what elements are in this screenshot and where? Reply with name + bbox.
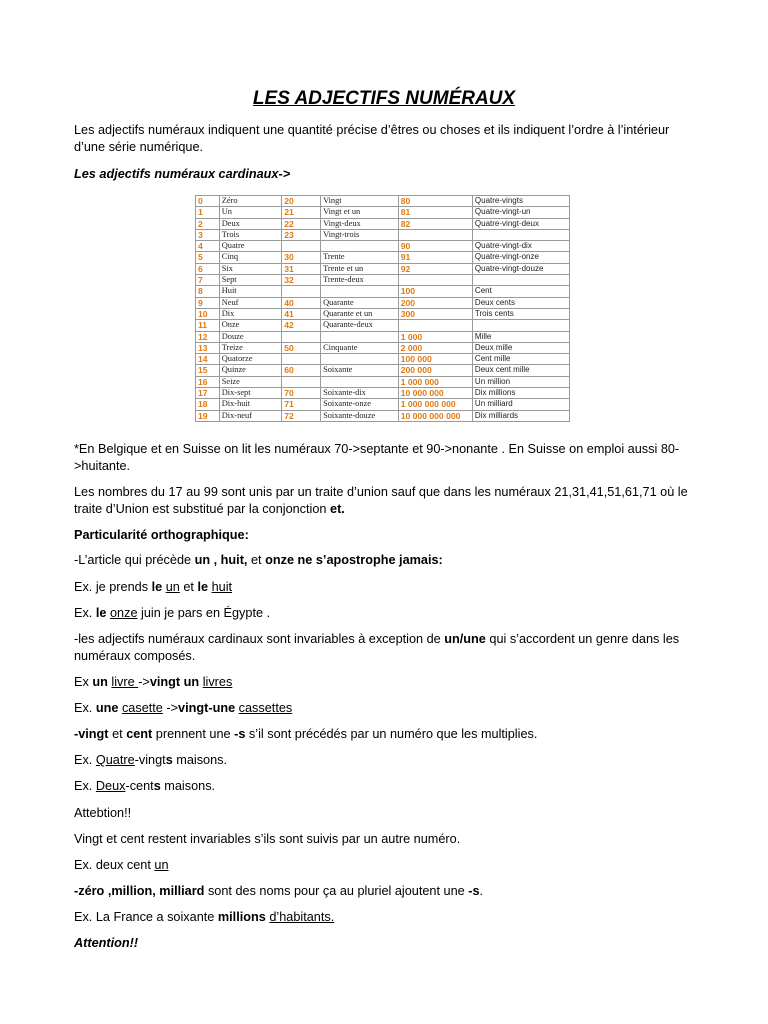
word-cell: Quarante-deux [321, 320, 399, 331]
ex6-text-3: maisons. [160, 779, 216, 793]
word-cell: Un [219, 207, 282, 218]
word-cell: Huit [219, 286, 282, 297]
table-row [196, 229, 570, 240]
word-cell: Neuf [219, 297, 282, 308]
word-cell: Deux [219, 218, 282, 229]
word-cell [321, 354, 399, 365]
number-cell: 1 000 000 [398, 376, 472, 387]
table-row [196, 365, 570, 376]
invariable-rule-2: Vingt et cent restent invariables s’ils sont suivis par un autre numéro. [74, 832, 461, 846]
example-8 [74, 909, 694, 926]
word-cell: Un milliard [472, 399, 569, 410]
word-cell: Soixante-douze [321, 410, 399, 421]
ex3-underline-2: livres [202, 675, 233, 689]
ex8-bold: millions [217, 910, 266, 924]
ex3-bold-2: vingt un [149, 675, 200, 689]
word-cell: Quatre-vingt-deux [472, 218, 569, 229]
attebtion-note: Attebtion!! [74, 806, 132, 820]
nouns-bold-2: -s [468, 884, 480, 898]
article-rule-text-2: et [247, 553, 266, 567]
belgium-note: *En Belgique et en Suisse on lit les numéraux 70->septante et 90->nonante . En Suisse on emploi aussi 80->huitante. [74, 442, 680, 473]
ex4-text: Ex. [74, 701, 96, 715]
example-3 [74, 674, 694, 691]
number-cell [282, 354, 321, 365]
table-row [196, 218, 570, 229]
table-row [196, 286, 570, 297]
nouns-bold: -zéro ,million, milliard [74, 884, 205, 898]
word-cell: Trente-deux [321, 275, 399, 286]
invariable-rule-text-2: qui s’accordent un genre dans les numéraux composés. [74, 632, 680, 663]
word-cell: Quatre-vingt-douze [472, 263, 569, 274]
number-cell: 41 [282, 308, 321, 319]
nouns-rule [74, 883, 694, 900]
number-cell: 5 [196, 252, 220, 263]
ex1-bold: le [151, 580, 163, 594]
number-cell: 81 [398, 207, 472, 218]
word-cell: Soixante-onze [321, 399, 399, 410]
ex1-text-2: et [179, 580, 198, 594]
number-cell: 82 [398, 218, 472, 229]
example-5 [74, 752, 694, 769]
number-cell: 200 [398, 297, 472, 308]
number-cell: 6 [196, 263, 220, 274]
word-cell: Dix-sept [219, 388, 282, 399]
ex6-underline: Deux [95, 779, 126, 793]
table-row [196, 252, 570, 263]
table-row [196, 354, 570, 365]
word-cell: Trois cents [472, 308, 569, 319]
number-cell: 17 [196, 388, 220, 399]
number-cell: 14 [196, 354, 220, 365]
number-cell: 80 [398, 196, 472, 207]
cardinal-subtitle: Les adjectifs numéraux cardinaux-> [74, 167, 291, 181]
ex5-text-2: -vingt [134, 753, 166, 767]
table-row [196, 241, 570, 252]
vingt-cent-text-2: prennent une [152, 727, 235, 741]
word-cell: Deux cents [472, 297, 569, 308]
word-cell: Quatre-vingt-un [472, 207, 569, 218]
word-cell: Zéro [219, 196, 282, 207]
table-row [196, 410, 570, 421]
word-cell [472, 320, 569, 331]
word-cell: Cent mille [472, 354, 569, 365]
number-cell: 23 [282, 229, 321, 240]
ex7-underline: un [154, 858, 169, 872]
word-cell: Cinq [219, 252, 282, 263]
number-cell: 4 [196, 241, 220, 252]
ex4-bold-2: vingt-une [178, 701, 236, 715]
hyphen-rule-text: Les nombres du 17 au 99 sont unis par un traite d’union sauf que dans les numéraux 21,31,41,51,61,71 où le traite d’Union est substitué par la conjonction [74, 485, 688, 516]
attention-note: Attention!! [74, 936, 139, 950]
number-cell: 21 [282, 207, 321, 218]
word-cell: Dix millions [472, 388, 569, 399]
number-cell: 32 [282, 275, 321, 286]
table-row [196, 196, 570, 207]
number-cell: 10 [196, 308, 220, 319]
ex6-text-2: -cent [125, 779, 154, 793]
table-row [196, 207, 570, 218]
number-cell: 16 [196, 376, 220, 387]
number-cell: 22 [282, 218, 321, 229]
word-cell: Quatre [219, 241, 282, 252]
word-cell: Quarante et un [321, 308, 399, 319]
word-cell [321, 286, 399, 297]
example-7 [74, 857, 694, 874]
nouns-period: . [479, 884, 484, 898]
ex2-text-2: juin je pars en Égypte . [137, 606, 271, 620]
number-cell: 91 [398, 252, 472, 263]
article-rule [74, 552, 694, 569]
number-cell [282, 241, 321, 252]
number-cell: 40 [282, 297, 321, 308]
article-rule-text: -L’article qui précède [74, 553, 195, 567]
article-rule-bold-2: onze ne s’apostrophe jamais: [265, 553, 443, 567]
word-cell [472, 275, 569, 286]
number-cell: 11 [196, 320, 220, 331]
vingt-bold: -vingt [74, 727, 109, 741]
ex8-underline: d’habitants. [269, 910, 335, 924]
vingt-cent-text: et [108, 727, 127, 741]
word-cell: Deux mille [472, 342, 569, 353]
number-cell: 31 [282, 263, 321, 274]
word-cell: Dix-huit [219, 399, 282, 410]
number-cell: 70 [282, 388, 321, 399]
word-cell: Douze [219, 331, 282, 342]
number-cell: 13 [196, 342, 220, 353]
word-cell: Soixante [321, 365, 399, 376]
ex8-text: Ex. La France a soixante [74, 910, 218, 924]
word-cell: Trente [321, 252, 399, 263]
word-cell: Vingt [321, 196, 399, 207]
intro-paragraph: Les adjectifs numéraux indiquent une quantité précise d’êtres ou choses et ils indiquent l’ordre à l’intérieur d’une série numérique. [74, 123, 670, 154]
word-cell: Quatorze [219, 354, 282, 365]
number-cell: 1 000 [398, 331, 472, 342]
ex4-underline: casette [121, 701, 163, 715]
ex7-text: Ex. deux cent [74, 858, 155, 872]
word-cell: Trois [219, 229, 282, 240]
number-cell: 1 000 000 000 [398, 399, 472, 410]
table-row [196, 376, 570, 387]
number-cell: 1 [196, 207, 220, 218]
article-rule-bold-1: un , huit, [194, 553, 248, 567]
nouns-text: sont des noms pour ça au pluriel ajoutent une [204, 884, 469, 898]
vingt-cent-text-3: s’il sont précédés par un numéro que les multiplies. [245, 727, 538, 741]
ex1-text: Ex. je prends [74, 580, 152, 594]
ex2-text: Ex. [74, 606, 96, 620]
number-cell: 50 [282, 342, 321, 353]
word-cell: Seize [219, 376, 282, 387]
example-4 [74, 700, 694, 717]
number-cell: 71 [282, 399, 321, 410]
example-6 [74, 778, 694, 795]
word-cell: Dix [219, 308, 282, 319]
invariable-rule-text: -les adjectifs numéraux cardinaux sont invariables à exception de [74, 632, 445, 646]
ex3-underline: livre [111, 675, 139, 689]
table-row [196, 320, 570, 331]
example-2 [74, 605, 694, 622]
number-cell: 92 [398, 263, 472, 274]
word-cell [321, 331, 399, 342]
word-cell: Six [219, 263, 282, 274]
word-cell: Quatre-vingts [472, 196, 569, 207]
table-row [196, 342, 570, 353]
number-cell: 0 [196, 196, 220, 207]
number-cell [282, 286, 321, 297]
ex3-bold: un [92, 675, 108, 689]
word-cell: Soixante-dix [321, 388, 399, 399]
word-cell: Quatre-vingt-onze [472, 252, 569, 263]
word-cell [321, 376, 399, 387]
word-cell: Dix-neuf [219, 410, 282, 421]
word-cell: Onze [219, 320, 282, 331]
word-cell: Quinze [219, 365, 282, 376]
word-cell: Vingt et un [321, 207, 399, 218]
number-cell: 200 000 [398, 365, 472, 376]
number-cell: 90 [398, 241, 472, 252]
table-row [196, 331, 570, 342]
number-cell [398, 275, 472, 286]
ex4-bold: une [95, 701, 119, 715]
number-cell: 3 [196, 229, 220, 240]
word-cell: Vingt-trois [321, 229, 399, 240]
ex3-arrow: -> [138, 675, 150, 689]
number-cell: 30 [282, 252, 321, 263]
number-cell: 300 [398, 308, 472, 319]
example-1 [74, 579, 694, 596]
cent-bold: cent [126, 727, 153, 741]
ex1-bold-2: le [197, 580, 209, 594]
table-row [196, 308, 570, 319]
numbers-table [195, 195, 570, 422]
ex1-underline: un [165, 580, 180, 594]
number-cell: 19 [196, 410, 220, 421]
number-cell: 10 000 000 [398, 388, 472, 399]
number-cell: 100 000 [398, 354, 472, 365]
word-cell: Vingt-deux [321, 218, 399, 229]
invariable-rule-bold: un/une [444, 632, 486, 646]
vingt-cent-rule [74, 726, 694, 743]
word-cell [321, 241, 399, 252]
ex2-bold: le [95, 606, 107, 620]
word-cell: Quarante [321, 297, 399, 308]
ex5-text-3: maisons. [172, 753, 228, 767]
ex3-text: Ex [74, 675, 93, 689]
table-row [196, 388, 570, 399]
hyphen-rule-bold: et. [330, 502, 345, 516]
word-cell: Quatre-vingt-dix [472, 241, 569, 252]
word-cell: Treize [219, 342, 282, 353]
word-cell: Cinquante [321, 342, 399, 353]
invariable-rule [74, 631, 694, 665]
number-cell: 7 [196, 275, 220, 286]
number-cell: 9 [196, 297, 220, 308]
table-row [196, 297, 570, 308]
page-title: LES ADJECTIFS NUMÉRAUX [252, 88, 516, 109]
number-cell: 42 [282, 320, 321, 331]
number-cell: 60 [282, 365, 321, 376]
word-cell: Cent [472, 286, 569, 297]
number-cell [282, 376, 321, 387]
number-cell: 8 [196, 286, 220, 297]
orthographic-heading: Particularité orthographique: [74, 528, 249, 542]
number-cell: 20 [282, 196, 321, 207]
ex1-underline-2: huit [211, 580, 233, 594]
number-cell [282, 331, 321, 342]
ex5-text: Ex. [74, 753, 96, 767]
number-cell [398, 229, 472, 240]
number-cell: 2 [196, 218, 220, 229]
table-row [196, 275, 570, 286]
number-cell [398, 320, 472, 331]
word-cell: Sept [219, 275, 282, 286]
word-cell: Trente et un [321, 263, 399, 274]
ex4-underline-2: cassettes [238, 701, 293, 715]
s-bold: -s [234, 727, 246, 741]
ex4-arrow: -> [162, 701, 179, 715]
word-cell: Un million [472, 376, 569, 387]
number-cell: 12 [196, 331, 220, 342]
ex6-text: Ex. [74, 779, 96, 793]
number-cell: 15 [196, 365, 220, 376]
ex6-bold: s [153, 779, 161, 793]
number-cell: 2 000 [398, 342, 472, 353]
ex5-underline: Quatre [95, 753, 135, 767]
ex2-underline: onze [109, 606, 138, 620]
word-cell: Mille [472, 331, 569, 342]
word-cell [472, 229, 569, 240]
table-row [196, 399, 570, 410]
hyphen-rule-paragraph [74, 484, 694, 518]
number-cell: 72 [282, 410, 321, 421]
number-cell: 18 [196, 399, 220, 410]
ex5-bold: s [165, 753, 173, 767]
table-row [196, 263, 570, 274]
word-cell: Deux cent mille [472, 365, 569, 376]
word-cell: Dix milliards [472, 410, 569, 421]
number-cell: 10 000 000 000 [398, 410, 472, 421]
number-cell: 100 [398, 286, 472, 297]
